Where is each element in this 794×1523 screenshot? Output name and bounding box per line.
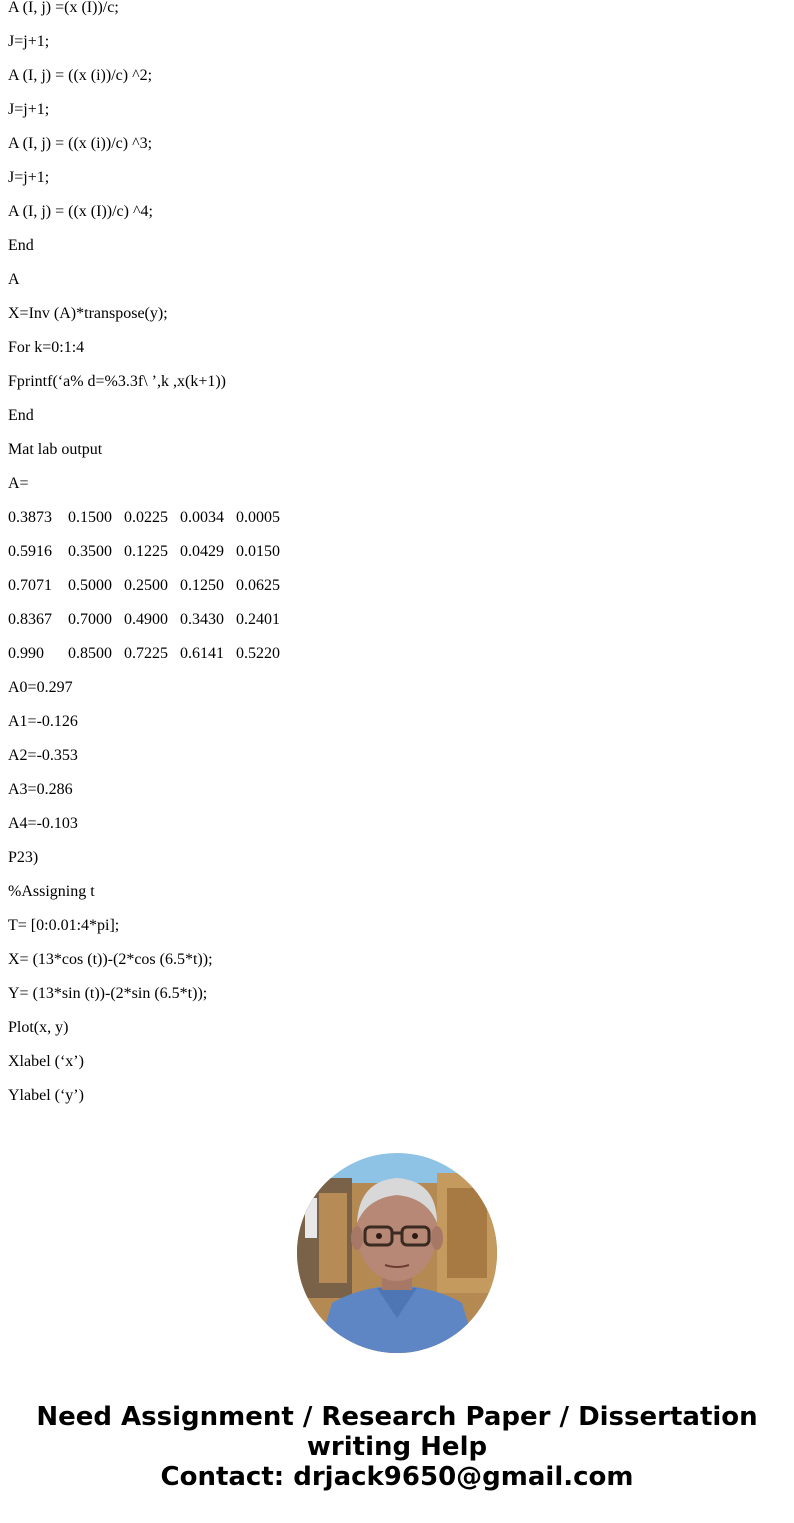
matrix-cell: 0.7071 <box>8 577 52 594</box>
matrix-cell: 0.3500 <box>68 543 112 560</box>
matrix-row <box>8 509 778 527</box>
code-line: A (I, j) = ((x (i))/c) ^2; <box>8 67 153 84</box>
matrix-cell: 0.5220 <box>236 645 280 662</box>
matrix-cell: 0.5000 <box>68 577 112 594</box>
matrix-label: A= <box>8 475 29 492</box>
code-line: A (I, j) = ((x (i))/c) ^3; <box>8 135 153 152</box>
code-line: A (I, j) =(x (I))/c; <box>8 0 119 16</box>
matrix-cell: 0.2401 <box>236 611 280 628</box>
code-line: T= [0:0.01:4*pi]; <box>8 917 120 934</box>
coefficient-line: A2=-0.353 <box>8 747 78 764</box>
matrix-cell: 0.8367 <box>8 611 52 628</box>
code-line: End <box>8 237 34 254</box>
code-line: X=Inv (A)*transpose(y); <box>8 305 168 322</box>
code-line: J=j+1; <box>8 33 50 50</box>
code-line: A <box>8 271 20 288</box>
matrix-cell: 0.3873 <box>8 509 52 526</box>
matrix-cell: 0.1225 <box>124 543 168 560</box>
matrix-cell: 0.1500 <box>68 509 112 526</box>
code-line: Xlabel (‘x’) <box>8 1053 84 1070</box>
matrix-cell: 0.0034 <box>180 509 224 526</box>
code-line: Fprintf(‘a% d=%3.3f\ ’,k ,x(k+1)) <box>8 373 226 390</box>
code-line: Plot(x, y) <box>8 1019 69 1036</box>
matrix-cell: 0.0429 <box>180 543 224 560</box>
problem-heading: P23) <box>8 849 39 866</box>
output-heading: Mat lab output <box>8 441 103 458</box>
matrix-cell: 0.4900 <box>124 611 168 628</box>
matrix-cell: 0.990 <box>8 645 44 662</box>
coefficient-line: A0=0.297 <box>8 679 73 696</box>
matrix-cell: 0.0225 <box>124 509 168 526</box>
matrix-row <box>8 645 778 663</box>
author-avatar <box>297 1153 497 1353</box>
matrix-cell: 0.0150 <box>236 543 280 560</box>
code-line: For k=0:1:4 <box>8 339 85 356</box>
code-line: J=j+1; <box>8 101 50 118</box>
code-line: Y= (13*sin (t))-(2*sin (6.5*t)); <box>8 985 208 1002</box>
coefficient-line: A3=0.286 <box>8 781 73 798</box>
footer-line: writing Help <box>306 1432 488 1462</box>
coefficient-line: A1=-0.126 <box>8 713 78 730</box>
code-line: X= (13*cos (t))-(2*cos (6.5*t)); <box>8 951 213 968</box>
code-line: J=j+1; <box>8 169 50 186</box>
matrix-row <box>8 611 778 629</box>
matrix-cell: 0.6141 <box>180 645 224 662</box>
matrix-cell: 0.3430 <box>180 611 224 628</box>
footer-email: Contact: drjack9650@gmail.com <box>160 1462 634 1492</box>
document-body <box>8 0 778 1121</box>
avatar-portrait-image <box>297 1153 497 1353</box>
matrix-cell: 0.0005 <box>236 509 280 526</box>
matrix-cell: 0.7225 <box>124 645 168 662</box>
footer-line: Need Assignment / Research Paper / Dissertation <box>36 1402 758 1432</box>
code-line: Ylabel (‘y’) <box>8 1087 84 1104</box>
matrix-row <box>8 543 778 561</box>
matrix-cell: 0.8500 <box>68 645 112 662</box>
code-line: A (I, j) = ((x (I))/c) ^4; <box>8 203 153 220</box>
matrix-cell: 0.2500 <box>124 577 168 594</box>
matrix-row <box>8 577 778 595</box>
matrix-cell: 0.5916 <box>8 543 52 560</box>
footer-contact <box>0 1402 794 1492</box>
matrix-cell: 0.0625 <box>236 577 280 594</box>
matrix-cell: 0.7000 <box>68 611 112 628</box>
code-comment: %Assigning t <box>8 883 95 900</box>
code-line: End <box>8 407 34 424</box>
matrix-cell: 0.1250 <box>180 577 224 594</box>
coefficient-line: A4=-0.103 <box>8 815 78 832</box>
